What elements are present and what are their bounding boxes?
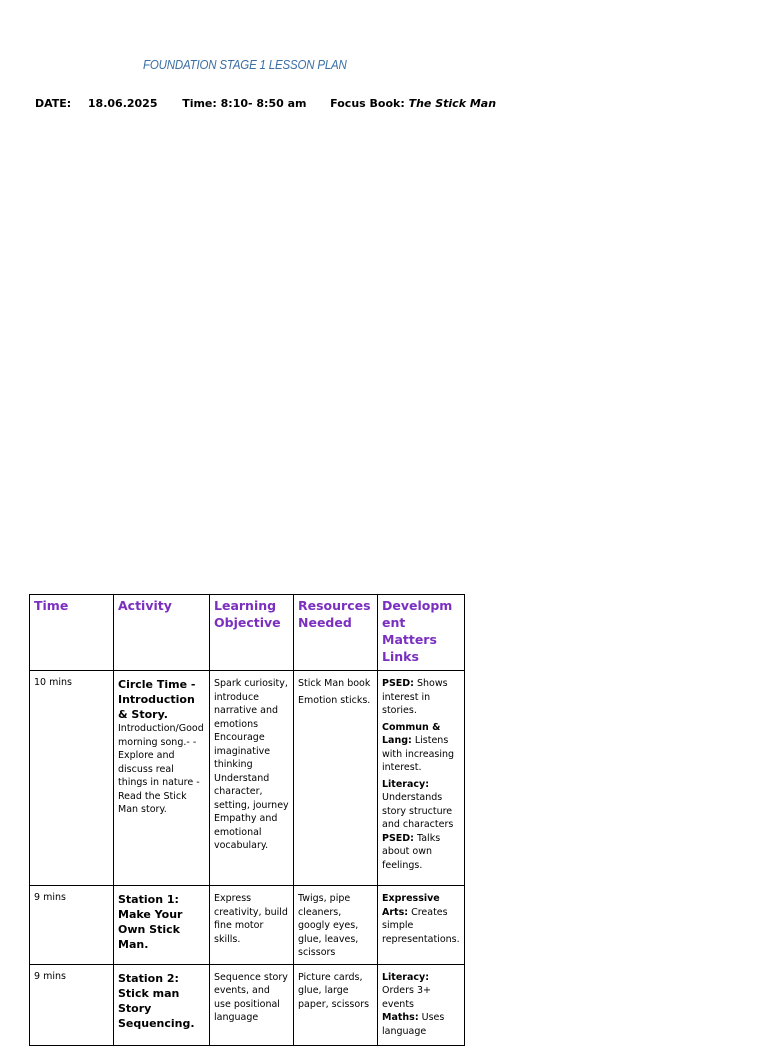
dev-link-text: Listens with increasing interest. (382, 735, 455, 773)
dev-link (382, 677, 460, 718)
activity-title: Station 2: Stick man Story Sequencing. (118, 971, 195, 1030)
row-dev-matters (378, 964, 465, 1046)
activity-title: Station 1: Make Your Own Stick Man. (118, 893, 183, 951)
header-activity: Activity (114, 595, 210, 671)
resource-item: Stick Man book (298, 678, 371, 689)
dev-link-text: Creates simple representations. (382, 906, 460, 945)
header-objective: Learning Objective (210, 595, 294, 671)
dev-link (382, 892, 460, 946)
row-activity (114, 964, 210, 1046)
dev-link-text: Understands story structure and characters (382, 792, 454, 830)
row-objective: Express creativity, build fine motor skills. (210, 886, 294, 965)
dev-link (382, 1011, 460, 1038)
row-objective: Sequence story events, and use positional language (210, 964, 294, 1046)
table-row (30, 886, 465, 965)
date-label: DATE: (35, 97, 72, 110)
header-resources: Resources Needed (294, 595, 378, 671)
dev-link (382, 778, 460, 832)
activity-text: Introduction/Good morning song.- - Explore and discuss real things in nature -Read the Stick Man story. (118, 723, 204, 815)
dev-link-text: Orders 3+ events (382, 985, 431, 1010)
header-dev-matters: Developm ent Matters Links (378, 595, 465, 671)
row-dev-matters (378, 886, 465, 965)
row-dev-matters (378, 671, 465, 886)
focus-book-label: Focus Book: (330, 97, 405, 110)
row-time: 9 mins (30, 964, 114, 1046)
dev-link-label: Maths: (382, 1012, 419, 1023)
row-objective: Spark curiosity, introduce narrative and emotions Encourage imaginative thinking Understand character, setting, journey Empathy and emotional vocabulary. (210, 671, 294, 886)
dev-link-text: Uses language (382, 1012, 445, 1037)
table-header-row (30, 595, 465, 671)
dev-link-label: Commun & Lang: (382, 721, 441, 746)
time-label: Time: (182, 97, 217, 110)
dev-link-label: Literacy: (382, 778, 430, 790)
row-time: 9 mins (30, 886, 114, 965)
row-resources: Twigs, pipe cleaners, googly eyes, glue, leaves, scissors (294, 886, 378, 965)
dev-link-text: Shows interest in stories. (382, 678, 448, 716)
dev-link-label: PSED: (382, 832, 414, 844)
lesson-plan-table (29, 594, 465, 1046)
dev-link (382, 721, 460, 775)
dev-link-label: PSED: (382, 678, 414, 689)
time-value: 8:10- 8:50 am (220, 97, 307, 110)
row-activity (114, 671, 210, 886)
activity-title: Circle Time - Introduction & Story. (118, 678, 196, 721)
focus-book-value: The Stick Man (408, 97, 497, 110)
resource-item: Emotion sticks. (298, 694, 371, 706)
table-row (30, 671, 465, 886)
page-title: FOUNDATION STAGE 1 LESSON PLAN (143, 58, 347, 72)
row-activity (114, 886, 210, 965)
dev-link (382, 971, 460, 1012)
date-value: 18.06.2025 (87, 97, 158, 110)
header-time: Time (30, 595, 114, 671)
dev-link-label: Expressive Arts: (382, 893, 440, 918)
row-resources: Picture cards, glue, large paper, scissors (294, 964, 378, 1046)
row-resources (294, 671, 378, 886)
dev-link-text: Talks about own feelings. (382, 832, 441, 871)
row-time: 10 mins (30, 671, 114, 886)
dev-link (382, 832, 460, 873)
table-row (30, 964, 465, 1046)
lesson-meta (35, 97, 496, 110)
dev-link-label: Literacy: (382, 971, 430, 983)
